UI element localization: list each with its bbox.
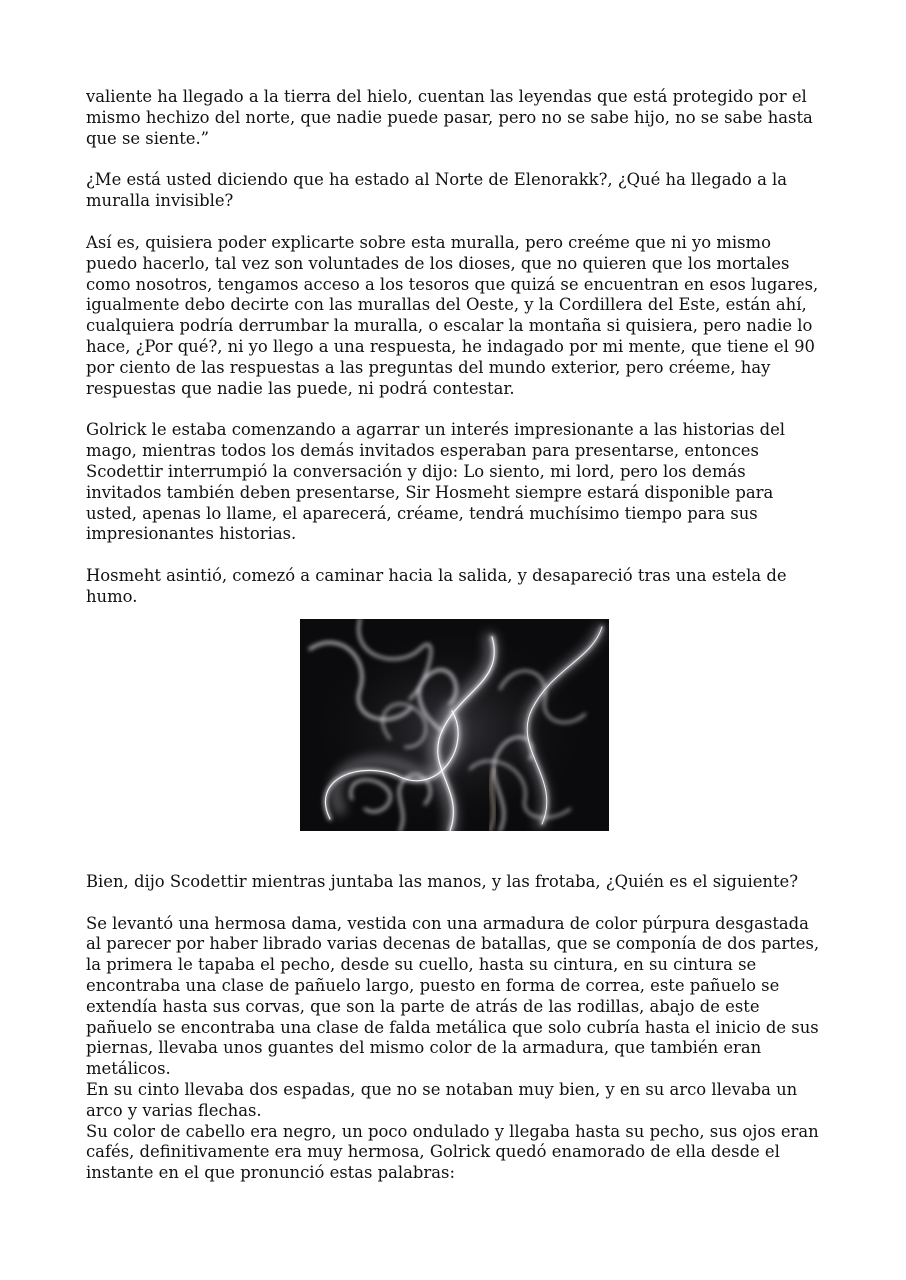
- paragraph: Golrick le estaba comenzando a agarrar un interés impresionante a las historias del mago, mientras todos los demás invitados esperaban para presentarse, entonces Scodettir interrumpió la conversación y dijo: Lo siento, mi lord, pero los demás invitados también deben presentarse, Sir Hosmeht siempre estará disponible para usted, apenas lo llame, el aparecerá, créame, tendrá muchísimo tiempo para sus impresionantes historias.: [86, 420, 786, 544]
- paragraph: Se levantó una hermosa dama, vestida con una armadura de color púrpura desgastada al parecer por haber librado varias decenas de batallas, que se componía de dos partes, la primera le tapaba el pecho, desde su cuello, hasta su cintura, en su cintura se encontraba una clase de pañuelo largo, puesto en forma de correa, este pañuelo se extendía hasta sus corvas, que son la parte de atrás de las rodillas, abajo de este pañuelo se encontraba una clase de falda metálica que solo cubría hasta el inicio de sus piernas, llevaba unos guantes del mismo color de la armadura, que también eran metálicos.: [86, 913, 820, 1079]
- paragraph: ¿Me está usted diciendo que ha estado al Norte de Elenorakk?, ¿Qué ha llegado a la muralla invisible?: [86, 170, 788, 211]
- smoke-image: [300, 619, 609, 831]
- paragraph: valiente ha llegado a la tierra del hielo, cuentan las leyendas que está protegido por el mismo hechizo del norte, que nadie puede pasar, pero no se sabe hijo, no se sabe hasta que se siente.”: [86, 87, 813, 148]
- paragraph: Así es, quisiera poder explicarte sobre esta muralla, pero creéme que ni yo mismo puedo hacerlo, tal vez son voluntades de los dioses, que no quieren que los mortales como nosotros, tengamos acceso a los tesoros que quizá se encuentran en esos lugares, igualmente debo decirte con las murallas del Oeste, y la Cordillera del Este, están ahí, cualquiera podría derrumbar la muralla, o escalar la montaña si quisiera, pero nadie lo hace, ¿Por qué?, ni yo llego a una respuesta, he indagado por mi mente, que tiene el 90 por ciento de las respuestas a las preguntas del mundo exterior, pero créeme, hay respuestas que nadie las puede, ni podrá contestar.: [86, 232, 819, 398]
- paragraph: Hosmeht asintió, comezó a caminar hacia la salida, y desapareció tras una estela de humo.: [86, 566, 787, 606]
- smoke-figure: [86, 619, 822, 831]
- paragraph: Su color de cabello era negro, un poco ondulado y llegaba hasta su pecho, sus ojos eran cafés, definitivamente era muy hermosa, Golrick quedó enamorado de ella desde el instante en el que pronunció estas palabras:: [86, 1121, 819, 1183]
- paragraph: Bien, dijo Scodettir mientras juntaba las manos, y las frotaba, ¿Quién es el siguiente?: [86, 871, 799, 891]
- paragraph: En su cinto llevaba dos espadas, que no se notaban muy bien, y en su arco llevaba un arco y varias flechas.: [86, 1079, 798, 1120]
- document-page: [86, 87, 822, 1184]
